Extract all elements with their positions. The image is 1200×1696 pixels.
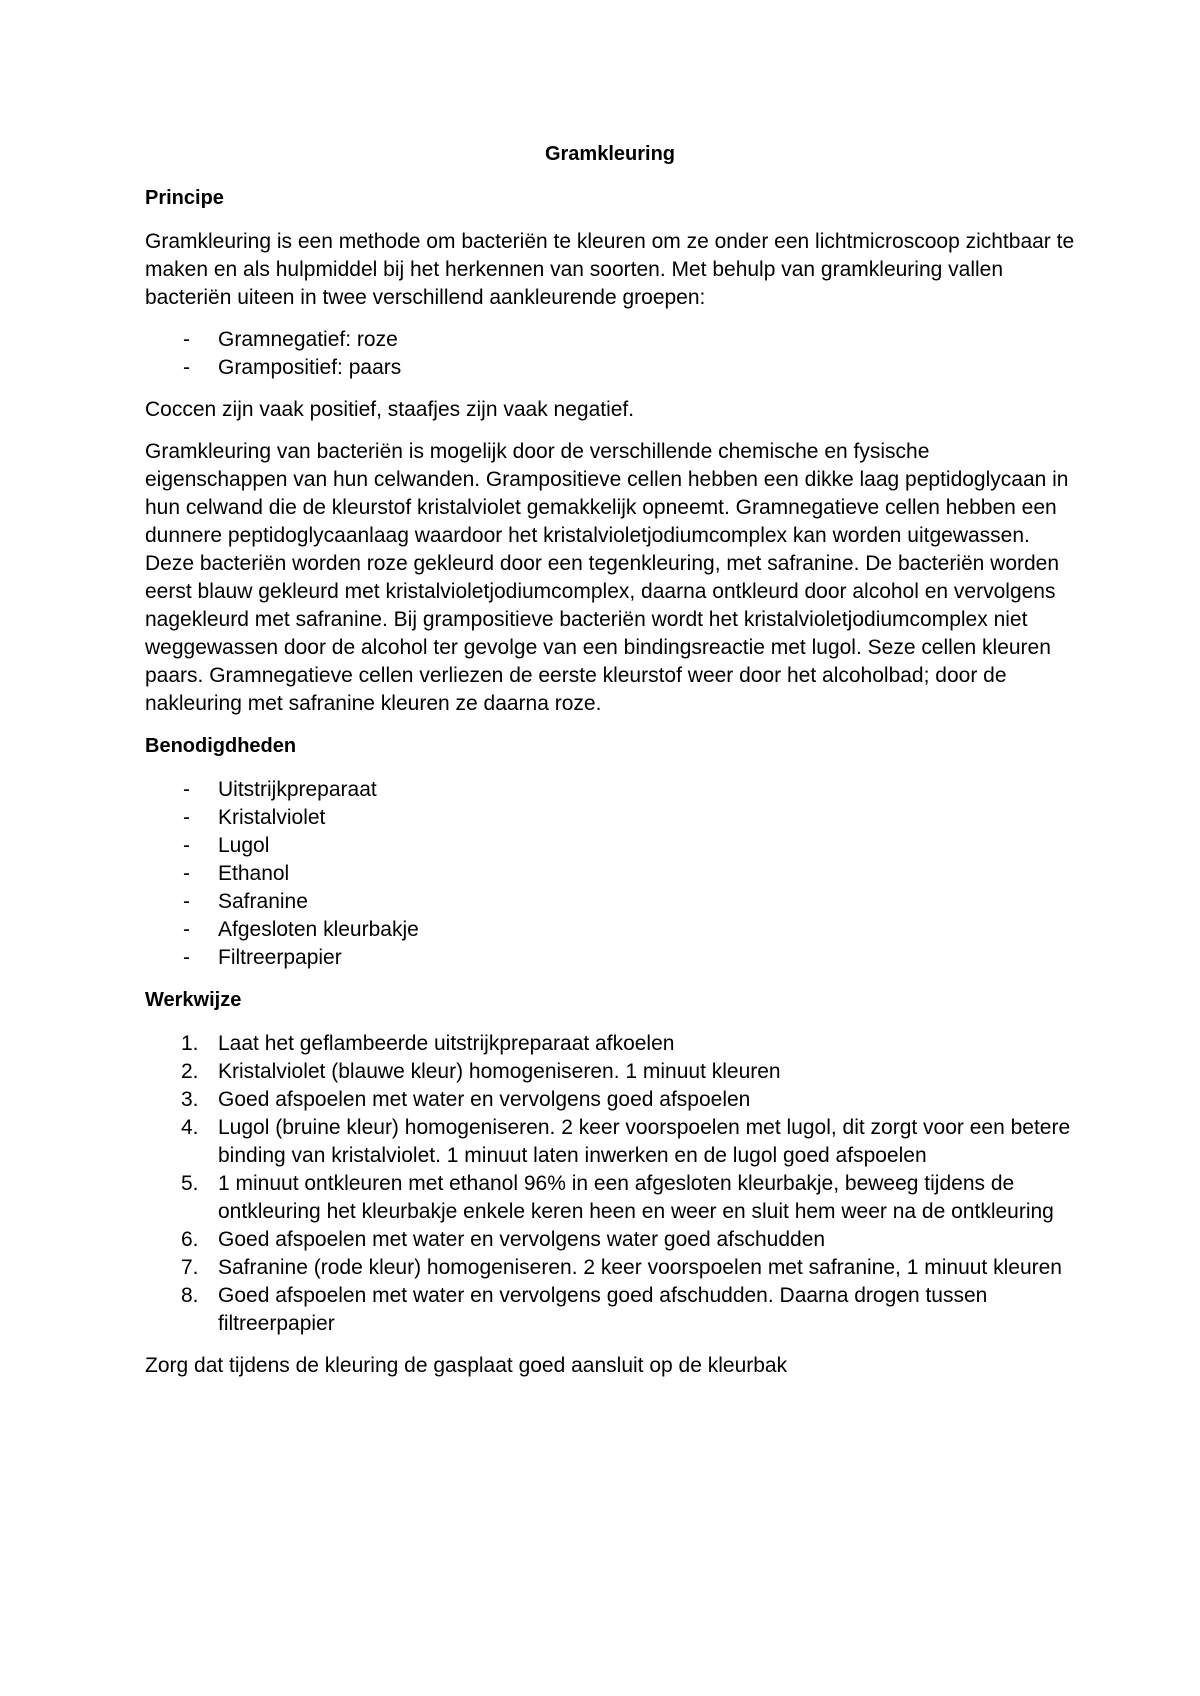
principe-heading: Principe: [145, 187, 224, 209]
list-item-text: Safranine: [218, 890, 308, 913]
step-item: [145, 1114, 1075, 1170]
list-item-text: Ethanol: [218, 862, 290, 885]
gram-groups-list: [145, 326, 1075, 382]
step-number: 1.: [181, 1032, 199, 1055]
dash-marker: -: [183, 918, 190, 941]
step-text: Goed afspoelen met water en vervolgens goed afspoelen: [218, 1088, 751, 1111]
list-item-text: Afgesloten kleurbakje: [218, 918, 419, 941]
dash-marker: -: [183, 946, 190, 969]
dash-marker: -: [183, 806, 190, 829]
list-item: [145, 832, 1075, 860]
step-number: 2.: [181, 1060, 199, 1083]
list-item: [145, 888, 1075, 916]
step-text: 1 minuut ontkleuren met ethanol 96% in een afgesloten kleurbakje, beweeg tijdens de ontkleuring het kleurbakje enkele keren heen en weer en sluit hem weer na de ontkleuring: [218, 1172, 1054, 1223]
list-item-text: Kristalviolet: [218, 806, 326, 829]
principe-explanation: Gramkleuring van bacteriën is mogelijk door de verschillende chemische en fysische eigenschappen van hun celwanden. Grampositieve cellen hebben een dikke laag peptidoglycaan in hun celwand die de kleurstof kristalviolet gemakkelijk opneemt. Gramnegatieve cellen hebben een dunnere peptidoglycaanlaag waardoor het kristalvioletjodiumcomplex kan worden uitgewassen. Deze bacteriën worden roze gekleurd door een tegenkleuring, met safranine. De bacteriën worden eerst blauw gekleurd met kristalvioletjodiumcomplex, daarna ontkleurd door alcohol en vervolgens nagekleurd met safranine. Bij grampositieve bacteriën wordt het kristalvioletjodiumcomplex niet weggewassen door de alcohol ter gevolge van een bindingsreactie met lugol. Seze cellen kleuren paars. Gramnegatieve cellen verliezen de eerste kleurstof weer door het alcoholbad; door de nakleuring met safranine kleuren ze daarna roze.: [145, 440, 1069, 715]
list-item: [145, 326, 1075, 354]
step-text: Goed afspoelen met water en vervolgens water goed afschudden: [218, 1228, 826, 1251]
dash-marker: -: [183, 862, 190, 885]
step-number: 6.: [181, 1228, 199, 1251]
step-text: Lugol (bruine kleur) homogeniseren. 2 keer voorspoelen met lugol, dit zorgt voor een betere binding van kristalviolet. 1 minuut laten inwerken en de lugol goed afspoelen: [218, 1116, 1071, 1167]
benodigdheden-list: [145, 776, 1075, 972]
document-page: [145, 140, 1075, 1394]
list-item: [145, 916, 1075, 944]
list-item-text: Grampositief: paars: [218, 356, 402, 379]
step-number: 4.: [181, 1116, 199, 1139]
step-number: 7.: [181, 1256, 199, 1279]
list-item: [145, 860, 1075, 888]
document-title: Gramkleuring: [544, 143, 676, 165]
werkwijze-closing-note: Zorg dat tijdens de kleuring de gasplaat goed aansluit op de kleurbak: [145, 1354, 788, 1377]
step-item: [145, 1170, 1075, 1226]
step-item: [145, 1086, 1075, 1114]
principe-note: Coccen zijn vaak positief, staafjes zijn vaak negatief.: [145, 398, 635, 421]
list-item-text: Uitstrijkpreparaat: [218, 778, 377, 801]
step-number: 3.: [181, 1088, 199, 1111]
step-text: Safranine (rode kleur) homogeniseren. 2 keer voorspoelen met safranine, 1 minuut kleuren: [218, 1256, 1062, 1279]
step-item: [145, 1254, 1075, 1282]
step-text: Goed afspoelen met water en vervolgens goed afschudden. Daarna drogen tussen filtreerpapier: [218, 1284, 988, 1335]
list-item: [145, 354, 1075, 382]
dash-marker: -: [183, 778, 190, 801]
werkwijze-steps-list: [145, 1030, 1075, 1338]
principe-intro: Gramkleuring is een methode om bacteriën te kleuren om ze onder een lichtmicroscoop zichtbaar te maken en als hulpmiddel bij het herkennen van soorten. Met behulp van gramkleuring vallen bacteriën uiteen in twee verschillend aankleurende groepen:: [145, 230, 1075, 309]
list-item: [145, 944, 1075, 972]
dash-marker: -: [183, 328, 190, 351]
dash-marker: -: [183, 356, 190, 379]
step-item: [145, 1226, 1075, 1254]
list-item: [145, 804, 1075, 832]
list-item-text: Gramnegatief: roze: [218, 328, 398, 351]
step-text: Kristalviolet (blauwe kleur) homogeniseren. 1 minuut kleuren: [218, 1060, 781, 1083]
step-item: [145, 1282, 1075, 1338]
step-item: [145, 1030, 1075, 1058]
list-item: [145, 776, 1075, 804]
werkwijze-heading: Werkwijze: [145, 989, 242, 1011]
list-item-text: Lugol: [218, 834, 270, 857]
list-item-text: Filtreerpapier: [218, 946, 342, 969]
step-text: Laat het geflambeerde uitstrijkpreparaat afkoelen: [218, 1032, 675, 1055]
dash-marker: -: [183, 890, 190, 913]
benodigdheden-heading: Benodigdheden: [145, 735, 297, 757]
step-item: [145, 1058, 1075, 1086]
step-number: 5.: [181, 1172, 199, 1195]
dash-marker: -: [183, 834, 190, 857]
step-number: 8.: [181, 1284, 199, 1307]
